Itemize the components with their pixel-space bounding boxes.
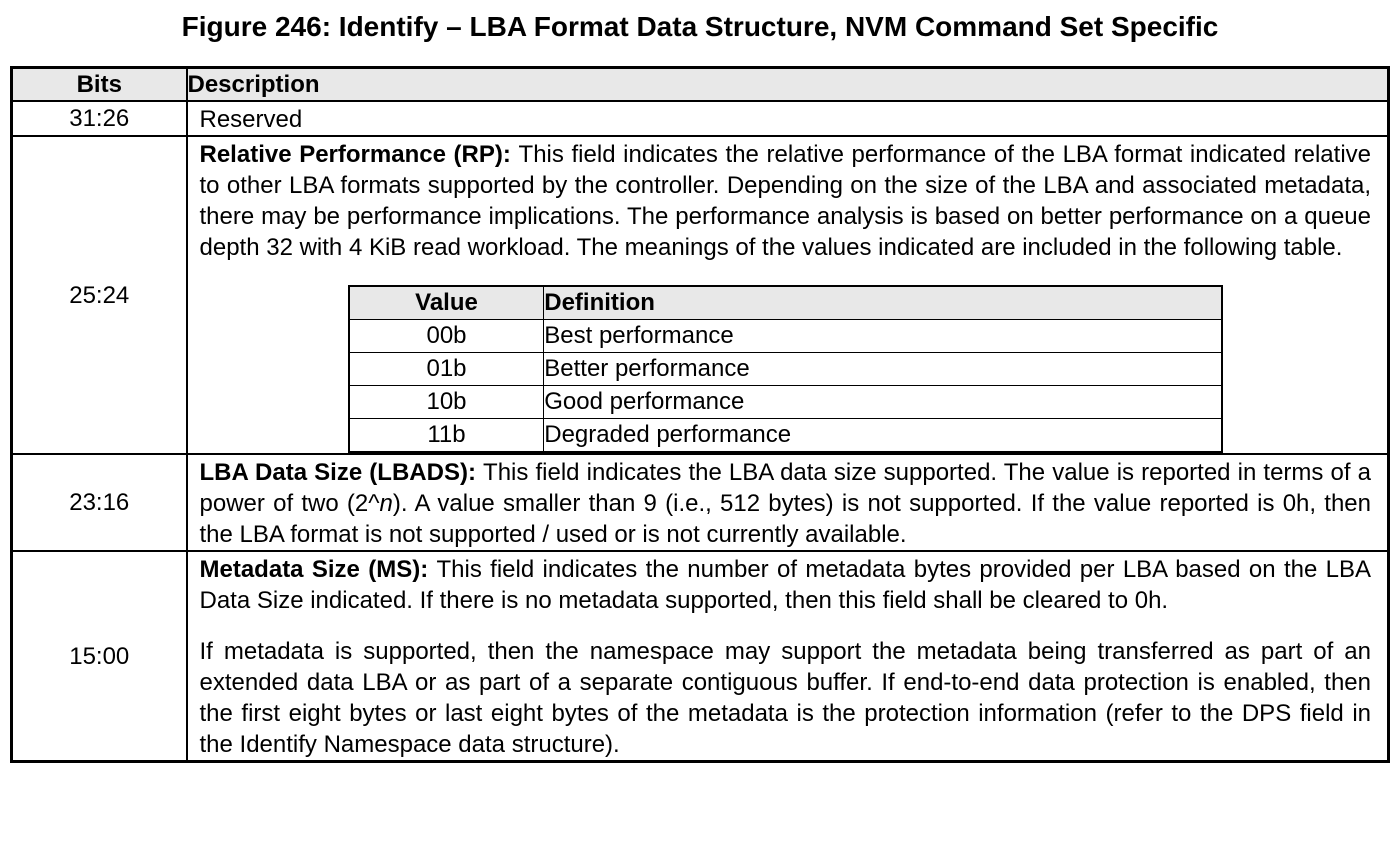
figure-title: Figure 246: Identify – LBA Format Data Structure, NVM Command Set Specific [181, 11, 1219, 42]
description-cell-metadata-size [187, 551, 1389, 762]
value-table-header-row [349, 286, 1222, 320]
field-name-bold: LBA Data Size (LBADS): [199, 459, 484, 486]
rp-value-definition-table [348, 285, 1223, 453]
italic-variable-n: n [379, 490, 393, 517]
value-cell: 00b [349, 320, 544, 353]
metadata-size-paragraph-2: If metadata is supported, then the namespace may support the metadata being transferred as part of an extended data LBA or as part of a separate contiguous buffer. If end-to-end data protection is enabled, then the first eight bytes or last eight bytes of the metadata is the protection information (refer to the DPS field in the Identify Namespace data structure). [199, 638, 1371, 758]
definition-cell: Good performance [544, 386, 1222, 419]
field-name-bold: Relative Performance (RP): [199, 141, 519, 168]
metadata-size-paragraph [200, 554, 1372, 616]
table-row-bits-25-24 [12, 136, 1389, 454]
value-table-row [349, 386, 1222, 419]
table-header-row [12, 68, 1389, 102]
field-name-bold: Metadata Size (MS): [199, 556, 437, 583]
description-column-header: Description [187, 68, 1389, 102]
bits-cell: 15:00 [12, 551, 187, 762]
table-row-bits-31-26 [12, 101, 1389, 136]
bits-cell: 25:24 [12, 136, 187, 454]
bits-cell: 31:26 [12, 101, 187, 136]
description-cell-lba-data-size [187, 454, 1389, 551]
lba-data-size-paragraph [200, 457, 1372, 550]
field-description-text: This field indicates the number of metadata bytes provided per LBA based on the LBA Data Size indicated. If there is no metadata supported, then this field shall be cleared to 0h. [199, 556, 1371, 614]
description-cell-relative-performance [187, 136, 1389, 454]
field-description-text: This field indicates the relative performance of the LBA format indicated relative to other LBA formats supported by the controller. Depending on the size of the LBA and associated metadata, there may be performance implications. The performance analysis is based on better performance on a queue depth 32 with 4 KiB read workload. The meanings of the values indicated are included in the following table. [199, 141, 1371, 261]
relative-performance-paragraph [200, 139, 1372, 263]
value-table-row [349, 353, 1222, 386]
value-table-row [349, 320, 1222, 353]
definition-cell: Better performance [544, 353, 1222, 386]
table-row-bits-15-00 [12, 551, 1389, 762]
bits-column-header: Bits [12, 68, 187, 102]
value-column-header: Value [349, 286, 544, 320]
value-table-row [349, 419, 1222, 453]
lba-format-table [10, 66, 1390, 763]
field-description-text: ). A value smaller than 9 (i.e., 512 bytes) is not supported. If the value reported is 0h, then the LBA format is not supported / used or is not currently available. [199, 490, 1371, 548]
value-cell: 10b [349, 386, 544, 419]
field-description-text: This field indicates the LBA data size supported. The value is reported in terms of a power of two (2^ [199, 459, 1371, 517]
definition-cell: Degraded performance [544, 419, 1222, 453]
bits-cell: 23:16 [12, 454, 187, 551]
value-cell: 11b [349, 419, 544, 453]
value-cell: 01b [349, 353, 544, 386]
definition-cell: Best performance [544, 320, 1222, 353]
description-cell-reserved: Reserved [187, 101, 1389, 136]
definition-column-header: Definition [544, 286, 1222, 320]
table-row-bits-23-16 [12, 454, 1389, 551]
